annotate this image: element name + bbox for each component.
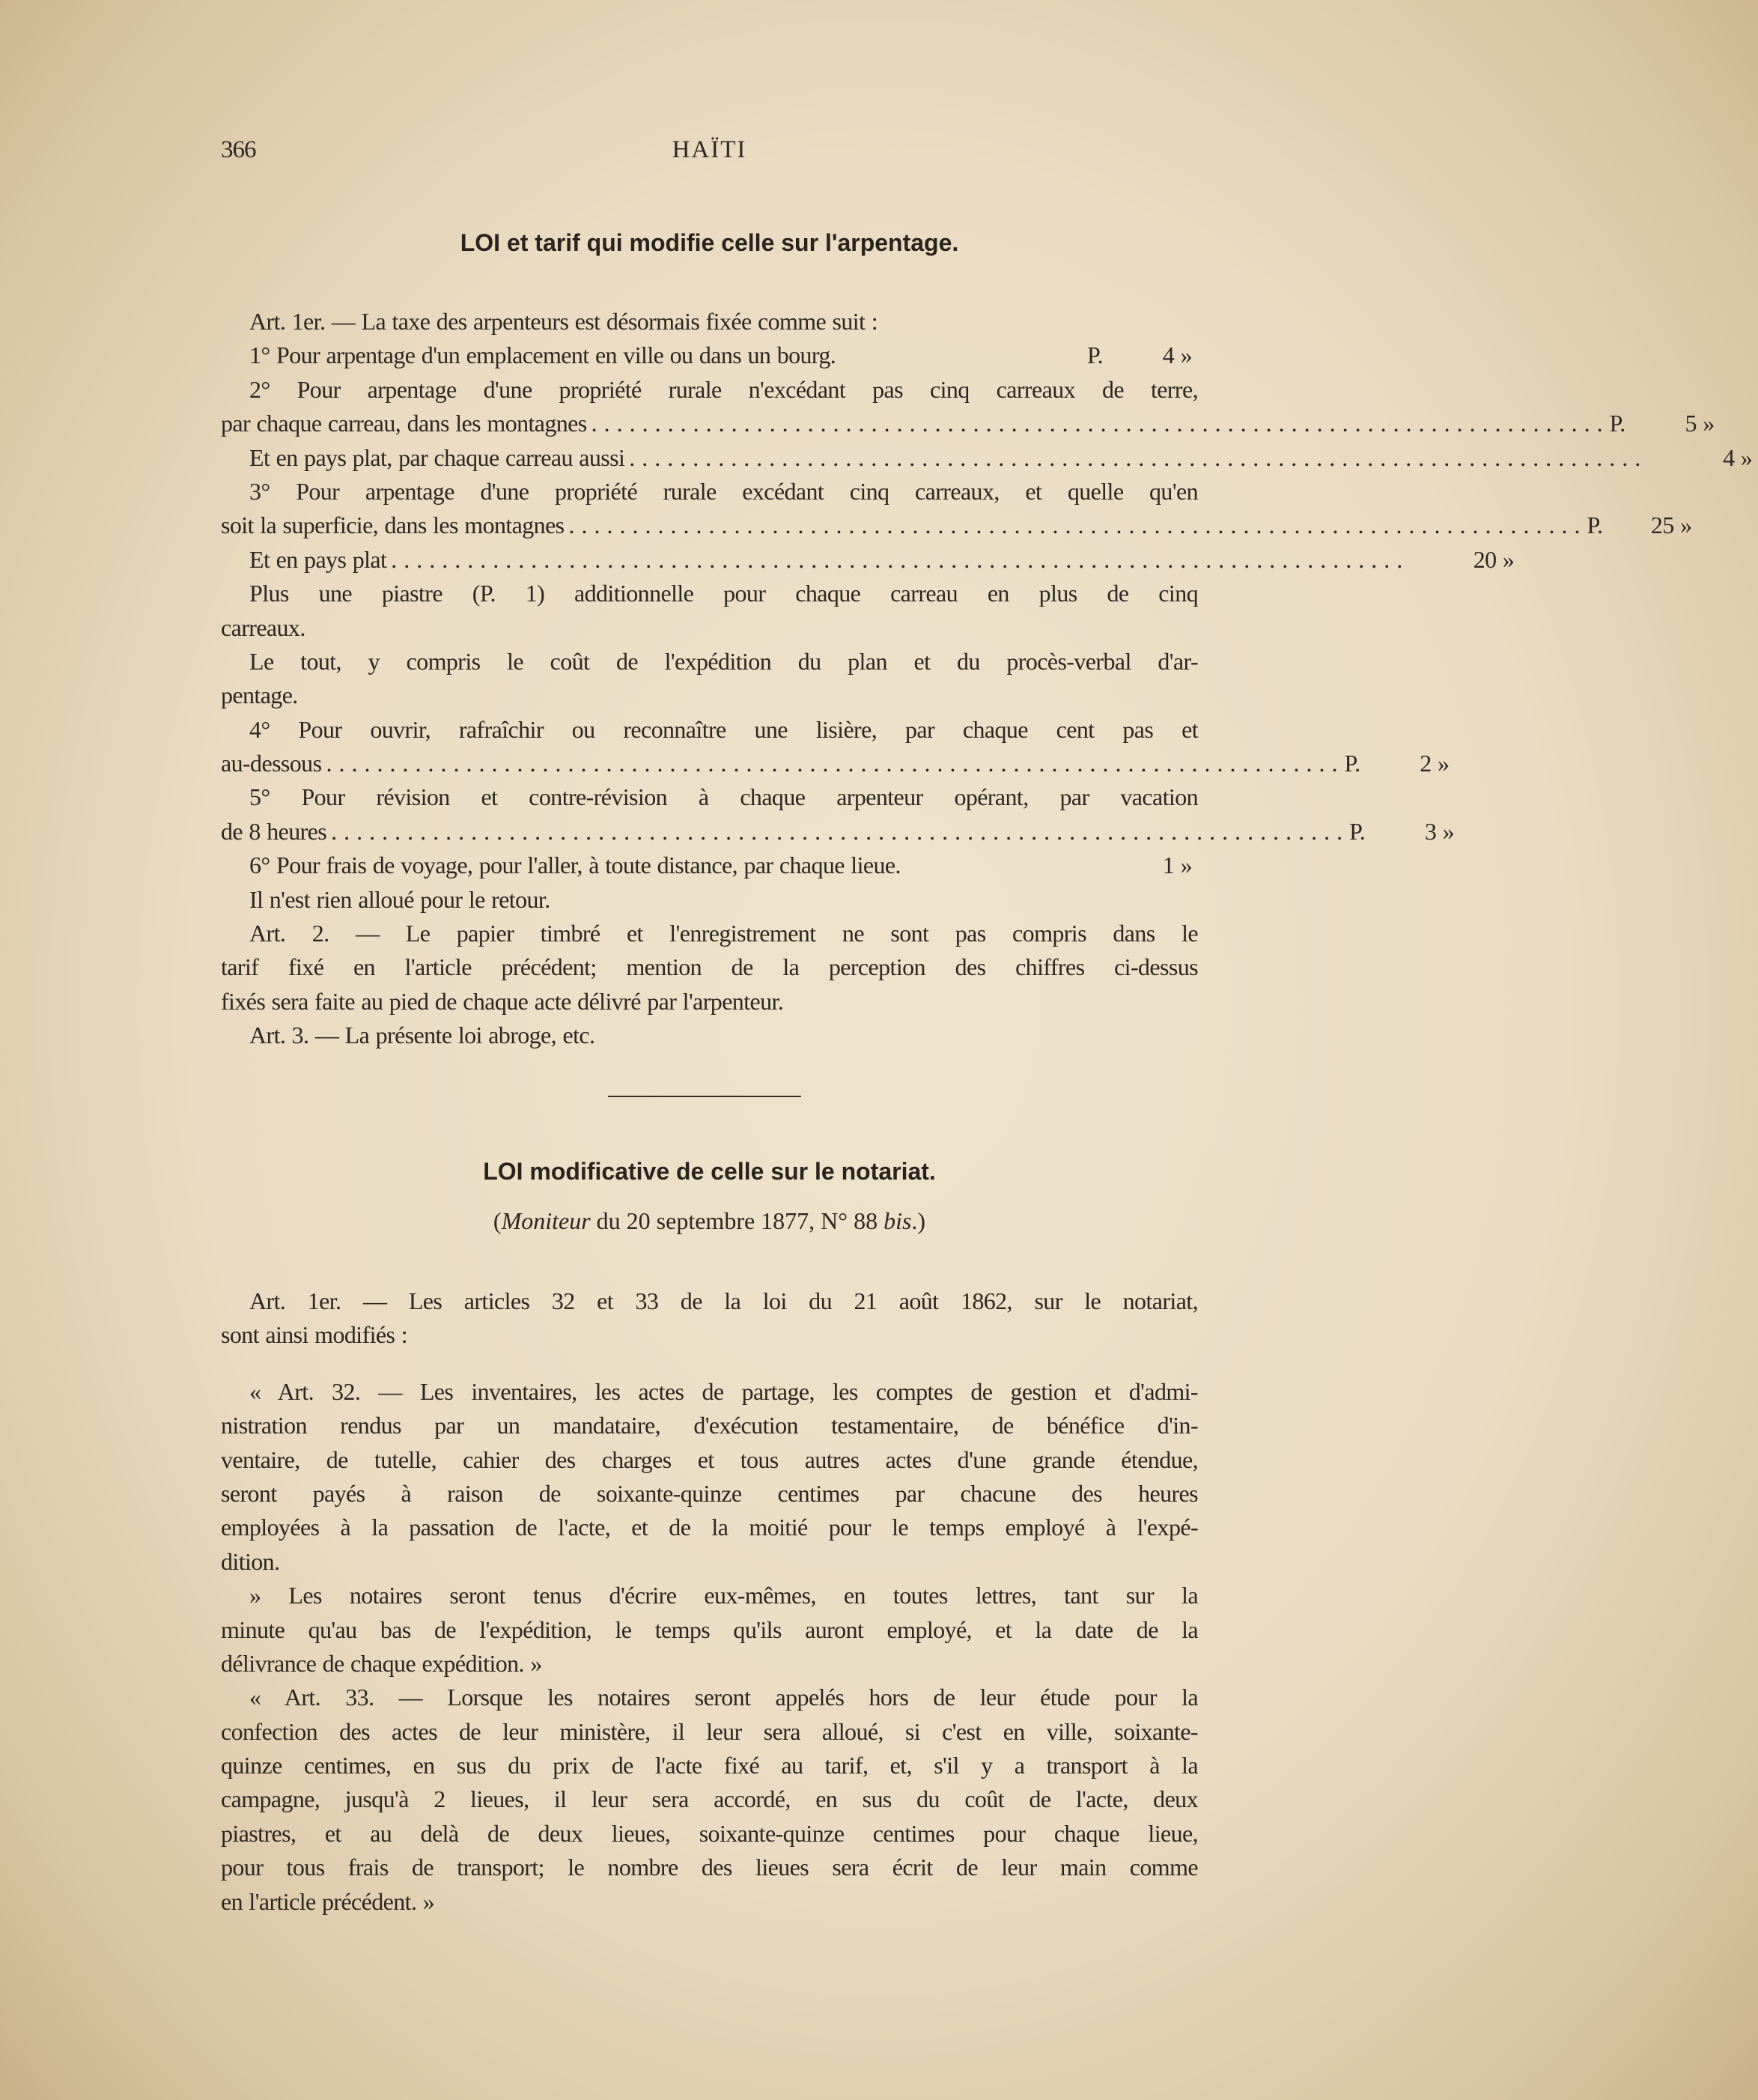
section2-body — [221, 1284, 1198, 1919]
price-prefix: P. — [1344, 750, 1360, 777]
dot-leader: ................................................................................ — [326, 750, 1345, 777]
price-prefix: P. — [1087, 342, 1104, 369]
page-header — [221, 136, 1198, 171]
text-line: employées à la passation de l'acte, et de la moitié pour le temps employé à l'expé- — [221, 1514, 1198, 1541]
text-line: en l'article précédent. » — [221, 1887, 435, 1915]
price-prefix — [1647, 441, 1692, 475]
price-amount: 5 » — [1685, 410, 1715, 437]
tariff-line — [221, 441, 1753, 475]
text-line: « Art. 33. — Lorsque les notaires seront appelés hors de leur étude pour la — [249, 1684, 1198, 1711]
dot-leader — [901, 849, 1087, 882]
price-amount: 1 » — [1162, 852, 1192, 879]
source-bis: bis — [883, 1207, 912, 1234]
text-line: 4° Pour ouvrir, rafraîchir ou reconnaître une lisière, par chaque cent pas et — [249, 715, 1198, 743]
price-amount: 4 » — [1723, 443, 1753, 471]
text-line: minute qu'au bas de l'expédition, le temps qu'ils auront employé, et la date de la — [221, 1615, 1198, 1643]
text-line: dition. — [221, 1547, 280, 1575]
section2-title: LOI modificative de celle sur le notariat. — [483, 1158, 936, 1185]
text-line: tarif fixé en l'article précédent; mention de la perception des chiffres ci-dessus — [221, 953, 1198, 981]
text-line: Art. 2. — Le papier timbré et l'enregistrement ne sont pas compris dans le — [249, 920, 1198, 947]
line-text: au-dessous — [221, 750, 322, 777]
text-line: Art. 1er. — Les articles 32 et 33 de la loi du 21 août 1862, sur le notariat, — [249, 1287, 1198, 1314]
text-line: « Art. 32. — Les inventaires, les actes de partage, les comptes de gestion et d'admi- — [249, 1377, 1198, 1405]
text-line: 5° Pour révision et contre-révision à chaque arpenteur opérant, par vacation — [249, 783, 1198, 811]
text-line: Art. 3. — La présente loi abroge, etc. — [249, 1022, 595, 1049]
tariff-line — [221, 339, 1198, 372]
price-amount: 4 » — [1162, 342, 1192, 369]
section1-body — [221, 305, 1753, 1053]
dot-leader: ................................................................................ — [331, 817, 1350, 845]
dot-leader: ................................................................................ — [629, 443, 1648, 471]
text-line: fixés sera faite au pied de chaque acte délivré par l'arpenteur. — [221, 987, 784, 1015]
text-line: sont ainsi modifiés : — [221, 1321, 408, 1349]
running-title: HAÏTI — [672, 136, 747, 163]
price-prefix: P. — [1609, 410, 1625, 437]
dot-leader: ................................................................................ — [391, 545, 1410, 573]
source-open: ( — [493, 1207, 502, 1234]
line-text: soit la superficie, dans les montagnes — [221, 512, 565, 539]
line-text: par chaque carreau, dans les montagnes — [221, 410, 587, 437]
tariff-line — [221, 407, 1715, 440]
text-line: Art. 1er. — La taxe des arpenteurs est désormais fixée comme suit : — [249, 308, 878, 335]
line-text: 6° Pour frais de voyage, pour l'aller, à toute distance, par chaque lieue. — [249, 852, 901, 879]
text-line: carreaux. — [221, 613, 305, 641]
source-mid: du 20 septembre 1877, N° 88 — [590, 1207, 884, 1234]
text-line: nistration rendus par un mandataire, d'exécution testamentaire, de bénéfice d'in- — [221, 1412, 1198, 1439]
text-line: seront payés à raison de soixante-quinze centimes par chacune des heures — [221, 1479, 1198, 1507]
section1-title: LOI et tarif qui modifie celle sur l'arpentage. — [460, 229, 959, 256]
line-text: 1° Pour arpentage d'un emplacement en ville ou dans un bourg. — [249, 342, 836, 369]
price-amount: 3 » — [1424, 817, 1455, 845]
price-amount: 20 » — [1473, 545, 1515, 573]
source-close: .) — [911, 1207, 926, 1234]
dot-leader — [836, 339, 1087, 372]
text-line: pour tous frais de transport; le nombre des lieues sera écrit de leur main comme — [221, 1854, 1198, 1881]
section2-source — [221, 1207, 1198, 1235]
dot-leader: ................................................................................ — [591, 410, 1610, 437]
text-line: pentage. — [221, 682, 298, 709]
text-line: quinze centimes, en sus du prix de l'acte fixé au tarif, et, s'il y a transport à la — [221, 1752, 1198, 1779]
source-journal: Moniteur — [501, 1207, 591, 1234]
line-text: Et en pays plat — [249, 545, 387, 573]
price-amount: 2 » — [1420, 750, 1450, 777]
text-line: piastres, et au delà de deux lieues, soixante-quinze centimes pour chaque lieue, — [221, 1819, 1198, 1847]
price-prefix: P. — [1587, 512, 1603, 539]
line-text: Et en pays plat, par chaque carreau aussi — [249, 443, 625, 471]
text-line: Il n'est rien alloué pour le retour. — [249, 885, 550, 913]
text-line: 3° Pour arpentage d'une propriété rurale excédant cinq carreaux, et quelle qu'en — [249, 477, 1198, 505]
text-line: ventaire, de tutelle, cahier des charges et tous autres actes d'une grande étendue, — [221, 1445, 1198, 1473]
text-line: campagne, jusqu'à 2 lieues, il leur sera accordé, en sus du coût de l'acte, deux — [221, 1785, 1198, 1813]
text-line: Plus une piastre (P. 1) additionnelle pour chaque carreau en plus de cinq — [249, 580, 1198, 607]
price-prefix — [1087, 849, 1132, 882]
dot-leader: ................................................................................ — [568, 512, 1587, 539]
line-text: de 8 heures — [221, 817, 327, 845]
text-line: » Les notaires seront tenus d'écrire eux-mêmes, en toutes lettres, tant sur la — [249, 1582, 1198, 1609]
paragraph-gap — [221, 1353, 1198, 1375]
tariff-line — [221, 849, 1198, 882]
tariff-line — [221, 543, 1515, 577]
page-number: 366 — [221, 136, 256, 163]
price-prefix — [1409, 543, 1454, 577]
price-prefix: P. — [1349, 817, 1366, 845]
section-divider — [608, 1096, 801, 1097]
text-line: 2° Pour arpentage d'une propriété rurale n'excédant pas cinq carreaux de terre, — [249, 375, 1198, 403]
tariff-line — [221, 509, 1692, 542]
text-line: délivrance de chaque expédition. » — [221, 1649, 542, 1677]
tariff-line — [221, 815, 1455, 849]
text-line: confection des actes de leur ministère, il leur sera alloué, si c'est en ville, soixante- — [221, 1717, 1198, 1745]
text-line: Le tout, y compris le coût de l'expédition du plan et du procès-verbal d'ar- — [249, 647, 1198, 675]
tariff-line — [221, 747, 1450, 780]
price-amount: 25 » — [1650, 512, 1692, 539]
